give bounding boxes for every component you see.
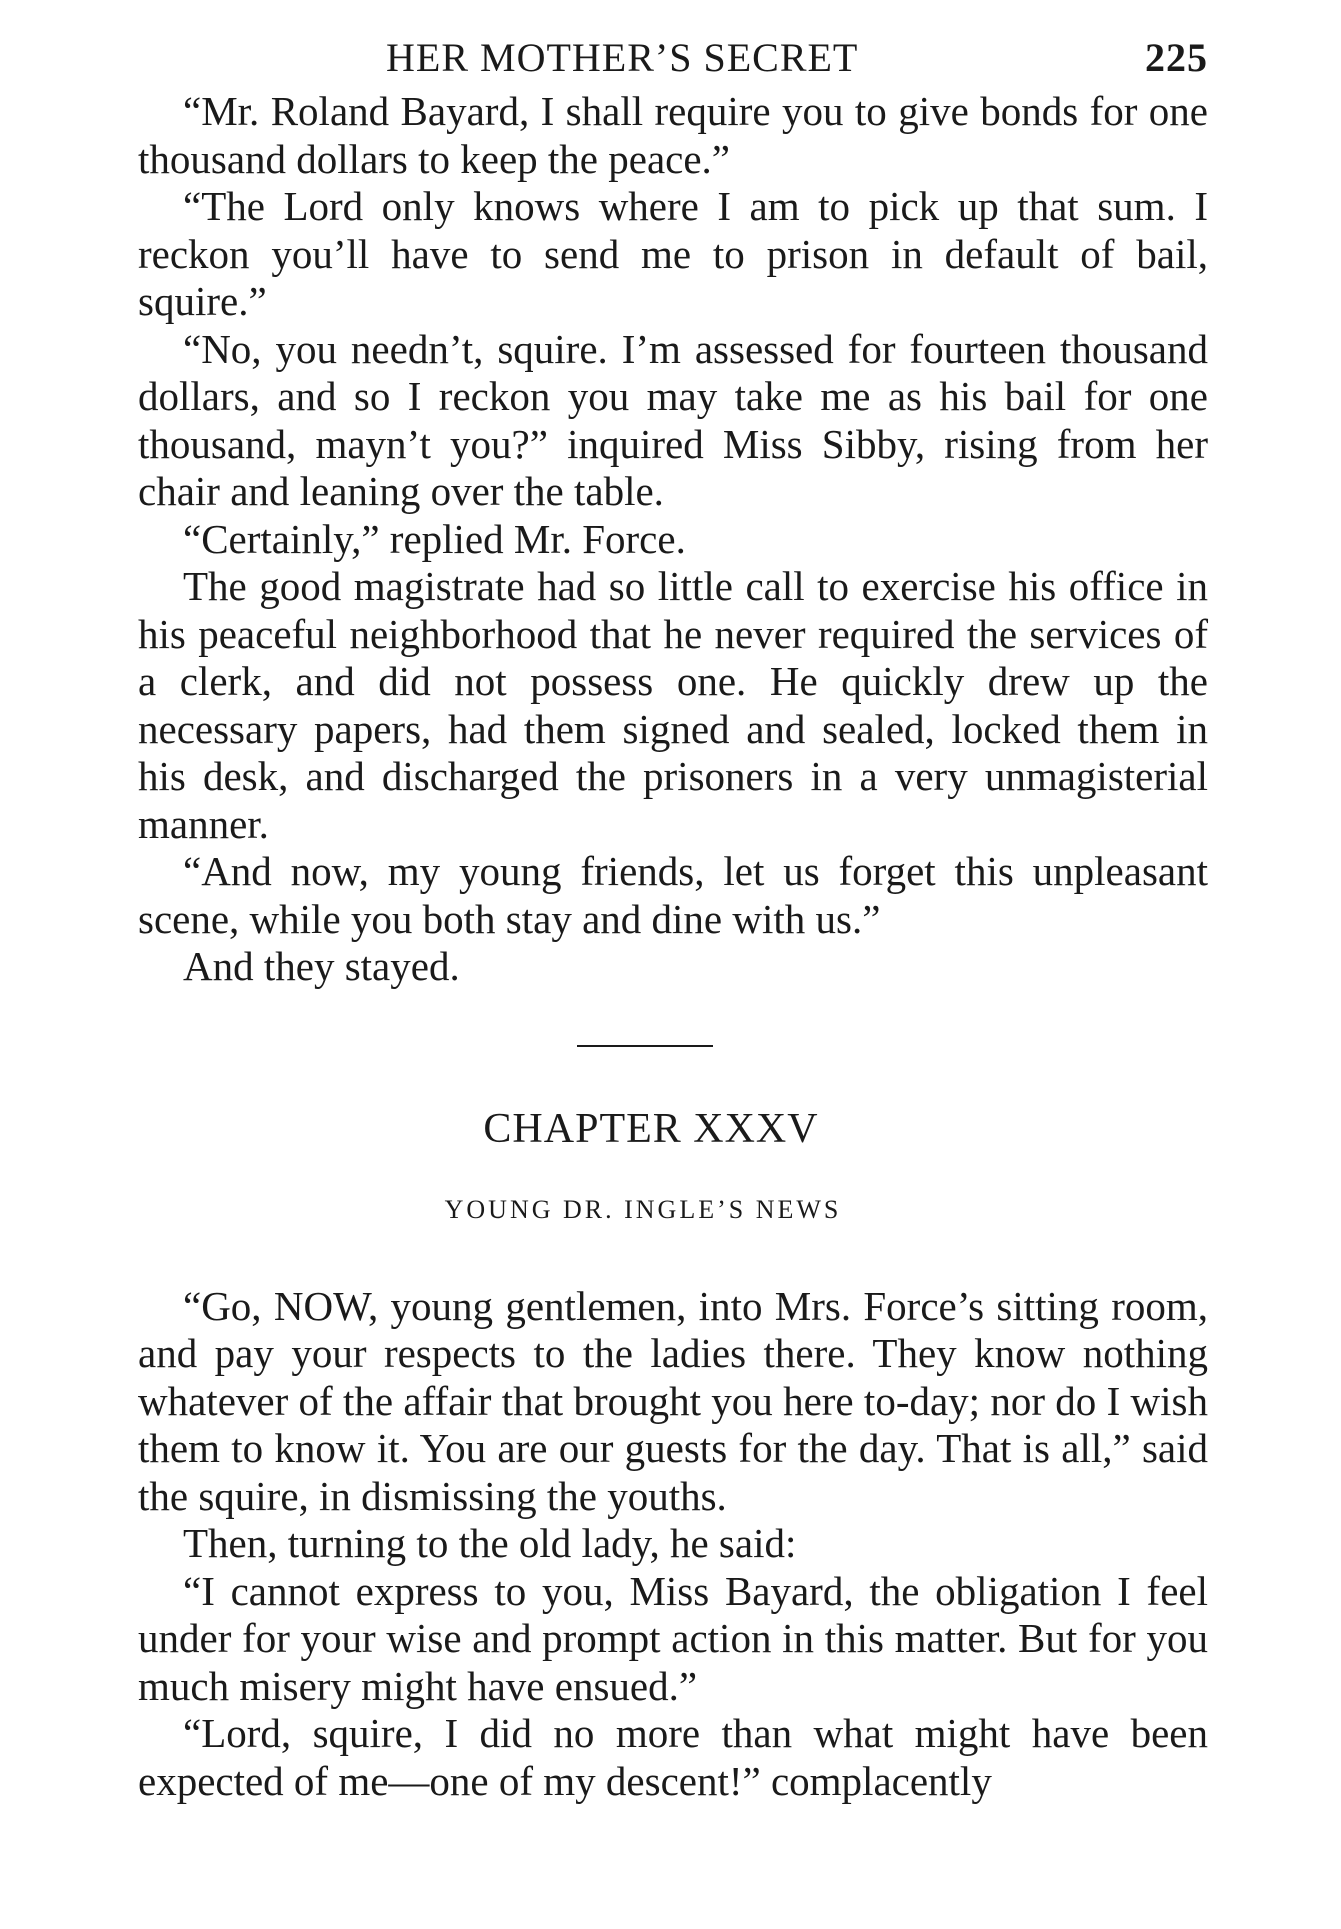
paragraph: Then, turning to the old lady, he said: [183,1520,797,1566]
paragraph: “No, you needn’t, squire. I’m assessed for fourteen thousand dollars, and so I reckon you may take me as his bail for one thousand, mayn’t you?” inquired Miss Sibby, rising from her chair and leaning over the table. [138,325,1208,514]
paragraph: “Lord, squire, I did no more than what might have been expected of me—one of my descent!” complacently [138,1710,1208,1804]
page-number: 225 [1145,35,1208,80]
chapter-title: CHAPTER XXXV [483,1105,819,1152]
paragraph: “I cannot express to you, Miss Bayard, the obligation I feel under for your wise and prompt action in this matter. But for you much misery might have ensued.” [138,1567,1208,1709]
paragraph: And they stayed. [183,943,460,989]
paragraph: “Mr. Roland Bayard, I shall require you to give bonds for one thousand dollars to keep the peace.” [138,88,1208,182]
chapter-subtitle: YOUNG DR. INGLE’S NEWS [444,1194,842,1224]
body-text-before-chapter [138,88,1208,991]
paragraph: The good magistrate had so little call to exercise his office in his peaceful neighborhood that he never required the services of a clerk, and did not possess one. He quickly drew up the necessary papers, had them signed and sealed, locked them in his desk, and discharged the prisoners in a very unmagisterial manner. [138,563,1208,847]
paragraph: “The Lord only knows where I am to pick up that sum. I reckon you’ll have to send me to prison in default of bail, squire.” [138,183,1208,324]
body-text-after-chapter [138,1283,1208,1806]
paragraph: “Certainly,” replied Mr. Force. [183,515,686,562]
running-head [138,28,1208,88]
book-page [138,28,1208,1805]
paragraph: “Go, NOW, young gentlemen, into Mrs. Force’s sitting room, and pay your respects to the ladies there. They know nothing whatever of the affair that brought you here to-day; nor do I wish them to know it. You are our guests for the day. That is all,” said the squire, in dismissing the youths. [138,1282,1208,1519]
paragraph: “And now, my young friends, let us forget this unpleasant scene, while you both stay and dine with us.” [138,848,1208,942]
running-head-title: HER MOTHER’S SECRET [386,35,859,80]
section-divider-rule [577,1045,713,1047]
